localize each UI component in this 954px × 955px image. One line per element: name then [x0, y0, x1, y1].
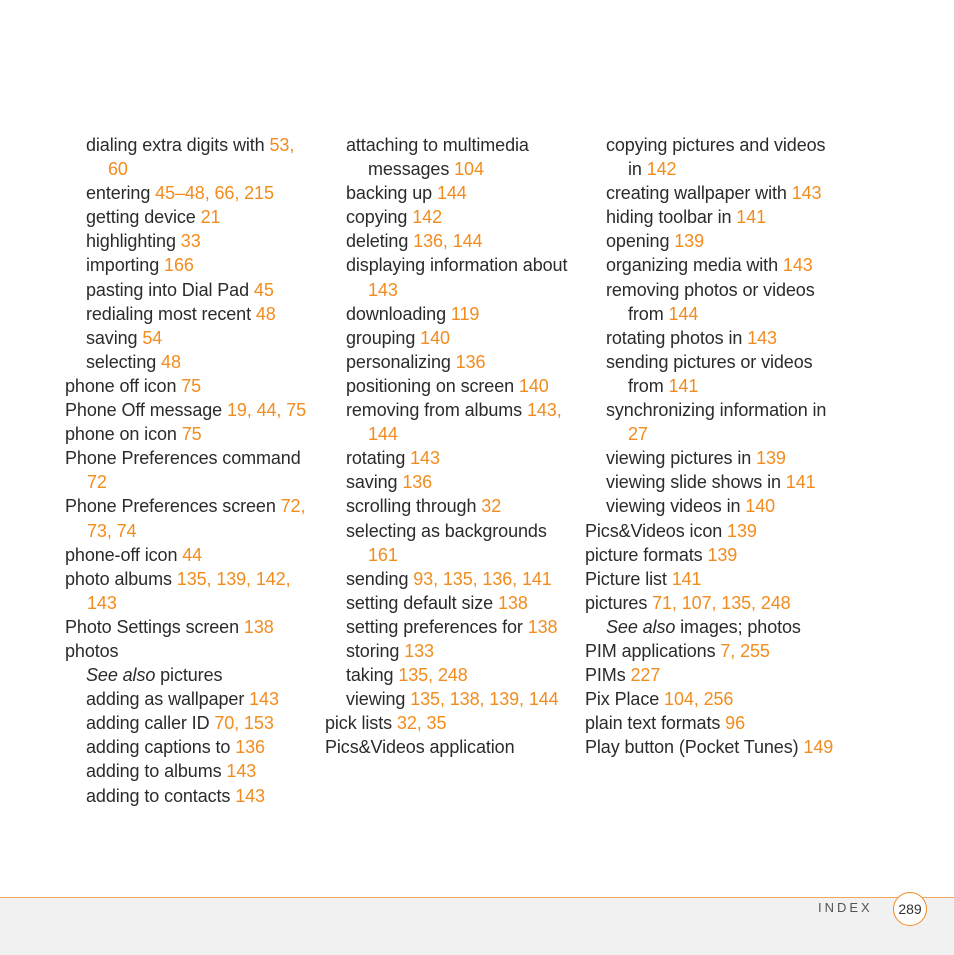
- page-reference-link[interactable]: 7, 255: [720, 640, 770, 661]
- page-reference-link[interactable]: 53, 60: [108, 135, 295, 180]
- index-entry: [585, 205, 840, 229]
- index-term: viewing slide shows in: [606, 472, 786, 493]
- index-term: Pix Place: [585, 689, 665, 710]
- page-reference-link[interactable]: 32: [481, 496, 502, 517]
- index-term: backing up: [346, 183, 437, 204]
- page-reference-link[interactable]: 142: [646, 159, 677, 180]
- index-entry: [65, 543, 315, 567]
- index-column-1: [65, 133, 315, 808]
- index-term: phone off icon: [65, 375, 182, 396]
- index-term: removing photos or videos from: [606, 279, 815, 324]
- page-reference-link[interactable]: 142: [412, 207, 442, 228]
- page-reference-link[interactable]: 138: [498, 592, 528, 613]
- page-reference-link[interactable]: 138: [243, 616, 274, 637]
- index-entry: [325, 374, 580, 398]
- page-reference-link[interactable]: 104: [454, 159, 484, 180]
- index-term: dialing extra digits with: [86, 135, 270, 155]
- index-term: adding caller ID: [86, 713, 215, 734]
- index-term: pasting into Dial Pad: [86, 279, 254, 300]
- page-reference-link[interactable]: 143, 144: [368, 400, 562, 445]
- index-term: setting preferences for: [346, 616, 528, 637]
- index-entry: [325, 302, 580, 326]
- index-term: synchronizing information in: [606, 400, 827, 421]
- page-reference-link[interactable]: 45: [253, 279, 274, 300]
- page-reference-link[interactable]: 139: [707, 544, 738, 565]
- page-reference-link[interactable]: 140: [420, 327, 450, 348]
- index-term: Photo Settings screen: [65, 616, 244, 637]
- page-reference-link[interactable]: 143: [249, 689, 279, 710]
- index-term: selecting: [86, 351, 162, 372]
- index-entry: [325, 350, 580, 374]
- index-term: adding to contacts: [86, 785, 236, 806]
- index-term: viewing pictures in: [606, 448, 757, 469]
- page-reference-link[interactable]: 161: [368, 544, 398, 565]
- index-term: taking: [346, 665, 399, 686]
- index-term: pick lists: [325, 713, 397, 734]
- index-entry: [325, 663, 580, 687]
- index-term: adding captions to: [86, 737, 236, 758]
- index-entry: [65, 567, 315, 615]
- index-entry: [325, 398, 580, 446]
- index-entry: [65, 615, 315, 639]
- page-reference-link[interactable]: 143: [747, 327, 777, 348]
- index-term: deleting: [346, 231, 414, 252]
- page-reference-link[interactable]: 138: [527, 616, 558, 637]
- index-term: phone-off icon: [65, 544, 183, 565]
- index-entry: [325, 567, 580, 591]
- index-term: storing: [346, 640, 405, 661]
- index-entry: [585, 639, 840, 663]
- page-reference-link[interactable]: 144: [436, 183, 467, 204]
- index-term: images; photos: [675, 616, 801, 637]
- index-entry: [585, 181, 840, 205]
- page-reference-link[interactable]: 71, 107, 135, 248: [652, 592, 791, 613]
- index-term: rotating photos in: [606, 327, 748, 348]
- page-number-badge: 289: [893, 892, 927, 926]
- index-entry: [65, 278, 315, 302]
- index-term: copying pictures and videos in: [606, 135, 826, 180]
- page-reference-link[interactable]: 135, 139, 142, 143: [87, 568, 291, 613]
- page-reference-link[interactable]: 141: [668, 375, 699, 396]
- page-reference-link[interactable]: 140: [745, 496, 776, 517]
- page-reference-link[interactable]: 96: [725, 713, 745, 734]
- index-entry: [585, 253, 840, 277]
- index-entry: [65, 302, 315, 326]
- index-entry: [65, 759, 315, 783]
- index-term: adding to albums: [86, 761, 227, 782]
- index-entry: [325, 519, 580, 567]
- page-reference-link[interactable]: 135, 138, 139, 144: [410, 689, 559, 710]
- page-reference-link[interactable]: 75: [181, 424, 202, 445]
- page-reference-link[interactable]: 75: [181, 375, 202, 396]
- index-term: selecting as backgrounds: [346, 520, 547, 541]
- index-column-3: [585, 133, 840, 759]
- page-reference-link[interactable]: 140: [518, 375, 549, 396]
- index-entry: [585, 663, 840, 687]
- index-entry: [585, 133, 840, 181]
- index-entry: [325, 470, 580, 494]
- index-entry: [65, 398, 315, 422]
- index-entry: [65, 784, 315, 808]
- index-column-2: [325, 133, 580, 759]
- index-term: saving: [86, 327, 143, 348]
- index-term: Picture list: [585, 568, 672, 589]
- index-entry: [65, 663, 315, 687]
- page-reference-link[interactable]: 104, 256: [664, 689, 734, 710]
- index-term: Pics&Videos application: [325, 737, 515, 758]
- index-entry: [325, 446, 580, 470]
- index-entry: [65, 422, 315, 446]
- index-term: scrolling through: [346, 496, 482, 517]
- index-entry: [325, 181, 580, 205]
- index-term: getting device: [86, 207, 201, 228]
- page-reference-link[interactable]: 143: [226, 761, 257, 782]
- page-reference-link[interactable]: 141: [671, 568, 702, 589]
- index-term: hiding toolbar in: [606, 207, 737, 228]
- index-entry: [65, 711, 315, 735]
- page-reference-link[interactable]: 141: [736, 207, 767, 228]
- page-reference-link[interactable]: 166: [164, 255, 194, 276]
- page-reference-link[interactable]: 21: [200, 207, 221, 228]
- page-reference-link[interactable]: 48: [161, 351, 181, 372]
- index-term: removing from albums: [346, 400, 527, 421]
- page-footer: [0, 897, 954, 955]
- index-term: positioning on screen: [346, 375, 519, 396]
- index-term: creating wallpaper with: [606, 183, 792, 204]
- index-term: viewing: [346, 689, 411, 710]
- index-term: Phone Preferences command: [65, 448, 301, 469]
- index-entry: [325, 615, 580, 639]
- page-reference-link[interactable]: 136: [402, 472, 433, 493]
- page-reference-link[interactable]: 139: [756, 448, 786, 469]
- index-term: photos: [65, 640, 119, 661]
- page-reference-link[interactable]: 133: [404, 640, 434, 661]
- page-reference-link[interactable]: 33: [180, 231, 201, 252]
- index-term: sending pictures or videos from: [606, 351, 813, 396]
- page-reference-link[interactable]: 143: [368, 279, 398, 300]
- index-term: entering: [86, 183, 156, 204]
- index-entry: [585, 326, 840, 350]
- index-entry: [325, 133, 580, 181]
- index-term: pictures: [585, 592, 653, 613]
- page-reference-link[interactable]: 141: [785, 472, 816, 493]
- index-entry: [585, 398, 840, 446]
- index-entry: [65, 205, 315, 229]
- index-entry: [65, 253, 315, 277]
- index-term: Phone Off message: [65, 400, 227, 421]
- see-also-label: See also: [86, 665, 156, 686]
- index-entry: [585, 567, 840, 591]
- index-term: Phone Preferences screen: [65, 496, 281, 517]
- index-entry: [585, 687, 840, 711]
- index-entry: [325, 687, 580, 711]
- index-entry: [585, 446, 840, 470]
- index-entry: [325, 205, 580, 229]
- index-entry: [65, 133, 315, 181]
- index-term: Pics&Videos icon: [585, 520, 728, 541]
- index-entry: [585, 470, 840, 494]
- index-term: displaying information about: [346, 255, 568, 276]
- index-entry: [585, 711, 840, 735]
- index-term: personalizing: [346, 351, 456, 372]
- index-term: pictures: [155, 665, 223, 686]
- page-reference-link[interactable]: 135, 248: [398, 665, 468, 686]
- index-entry: [65, 687, 315, 711]
- page-reference-link[interactable]: 149: [803, 737, 834, 758]
- index-entry: [325, 494, 580, 518]
- index-term: PIM applications: [585, 640, 721, 661]
- index-term: attaching to multimedia messages: [346, 135, 529, 180]
- index-term: viewing videos in: [606, 496, 746, 517]
- index-entry: [325, 639, 580, 663]
- page-reference-link[interactable]: 32, 35: [396, 713, 447, 734]
- see-also-label: See also: [606, 616, 676, 637]
- index-term: opening: [606, 231, 675, 252]
- page-reference-link[interactable]: 143: [791, 183, 822, 204]
- index-entry: [65, 350, 315, 374]
- index-entry: [65, 446, 315, 494]
- index-term: organizing media with: [606, 255, 783, 276]
- index-entry: [585, 615, 840, 639]
- index-term: Play button (Pocket Tunes): [585, 737, 804, 758]
- page-reference-link[interactable]: 143: [235, 785, 265, 806]
- page-reference-link[interactable]: 139: [674, 231, 704, 252]
- index-term: plain text formats: [585, 713, 726, 734]
- page-reference-link[interactable]: 93, 135, 136, 141: [413, 568, 552, 589]
- index-entry: [585, 543, 840, 567]
- index-term: grouping: [346, 327, 421, 348]
- page-reference-link[interactable]: 144: [668, 303, 699, 324]
- index-entry: [325, 735, 580, 759]
- index-term: adding as wallpaper: [86, 689, 250, 710]
- index-entry: [65, 494, 315, 542]
- index-term: copying: [346, 207, 413, 228]
- index-term: highlighting: [86, 231, 181, 252]
- index-entry: [585, 278, 840, 326]
- page-reference-link[interactable]: 72, 73, 74: [87, 496, 306, 541]
- page-reference-link[interactable]: 45–48, 66, 215: [155, 183, 274, 204]
- index-entry: [325, 711, 580, 735]
- index-entry: [325, 229, 580, 253]
- page-reference-link[interactable]: 27: [628, 424, 648, 445]
- page-reference-link[interactable]: 143: [782, 255, 813, 276]
- page-reference-link[interactable]: 19, 44, 75: [226, 400, 307, 421]
- page-reference-link[interactable]: 136, 144: [413, 231, 483, 252]
- page-reference-link[interactable]: 44: [182, 544, 203, 565]
- index-entry: [65, 229, 315, 253]
- index-entry: [325, 326, 580, 350]
- index-term: sending: [346, 568, 414, 589]
- page-reference-link[interactable]: 143: [410, 448, 440, 469]
- page-reference-link[interactable]: 136: [235, 737, 265, 758]
- index-term: setting default size: [346, 592, 498, 613]
- index-term: photo albums: [65, 568, 177, 589]
- footer-section-label: INDEX: [818, 900, 873, 915]
- index-entry: [65, 326, 315, 350]
- index-term: importing: [86, 255, 165, 276]
- index-entry: [325, 591, 580, 615]
- page-reference-link[interactable]: 136: [455, 351, 486, 372]
- index-entry: [585, 494, 840, 518]
- index-term: PIMs: [585, 665, 631, 686]
- page-reference-link[interactable]: 139: [727, 520, 757, 541]
- page-reference-link[interactable]: 48: [255, 303, 276, 324]
- page-reference-link[interactable]: 227: [630, 665, 661, 686]
- index-entry: [585, 519, 840, 543]
- index-term: downloading: [346, 303, 451, 324]
- index-term: redialing most recent: [86, 303, 256, 324]
- index-entry: [65, 639, 315, 663]
- index-term: phone on icon: [65, 424, 182, 445]
- page-reference-link[interactable]: 72: [87, 472, 107, 493]
- page-reference-link[interactable]: 54: [142, 327, 163, 348]
- index-entry: [585, 229, 840, 253]
- index-entry: [585, 350, 840, 398]
- index-entry: [585, 735, 840, 759]
- index-entry: [65, 735, 315, 759]
- index-entry: [585, 591, 840, 615]
- page-reference-link[interactable]: 119: [450, 303, 480, 324]
- index-term: picture formats: [585, 544, 708, 565]
- page-reference-link[interactable]: 70, 153: [214, 713, 274, 734]
- index-term: saving: [346, 472, 403, 493]
- index-term: rotating: [346, 448, 411, 469]
- index-entry: [325, 253, 580, 301]
- index-entry: [65, 374, 315, 398]
- index-entry: [65, 181, 315, 205]
